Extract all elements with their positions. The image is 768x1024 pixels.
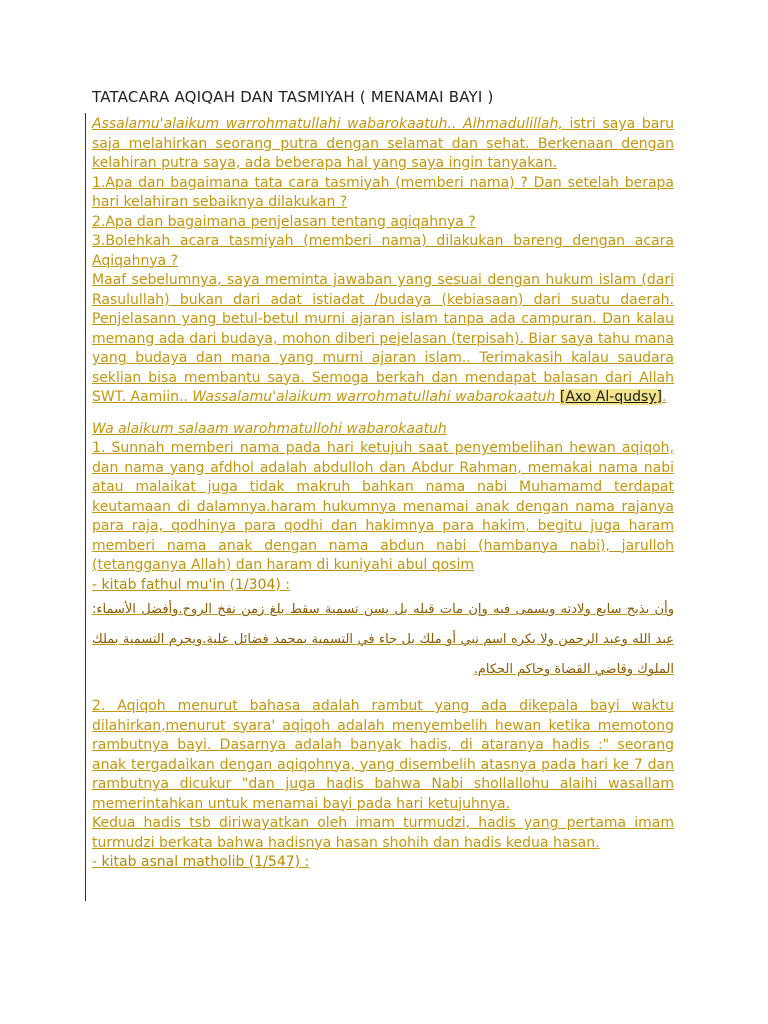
reference-fathul-muin: - kitab fathul mu'in (1/304) : (92, 576, 290, 593)
spacer (92, 685, 674, 697)
page-title: TATACARA AQIQAH DAN TASMIYAH ( MENAMAI BAYI ) (92, 88, 494, 106)
question-intro-text: istri saya baru saja melahirkan seorang putra dengan selamat dan sehat. Berkenaan dengan kelahiran putra saya, ada beberapa hal yang saya ingin tanyakan. (92, 116, 674, 171)
question-intro (92, 115, 674, 174)
question-closing: Wassalamu'alaikum warrohmatullahi wabarokaatuh (192, 389, 556, 405)
answer-greeting: Wa alaikum salaam warohmatullohi wabarokaatuh (92, 420, 447, 437)
document-body (92, 115, 674, 873)
answer-paragraph-3: Kedua hadis tsb diriwayatkan oleh imam turmudzi, hadis yang pertama imam turmudzi berkata bahwa hadisnya hasan shohih dan hadis kedua hasan. (92, 815, 674, 851)
author-suffix: . (662, 389, 667, 405)
left-margin-rule (85, 113, 86, 901)
answer-paragraph-2: 2. Aqiqoh menurut bahasa adalah rambut yang ada dikepala bayi waktu dilahirkan,menurut syara' aqiqoh adalah menyembelih hewan ketika memotong rambutnya bayi. Dasarnya adalah banyak hadis, di ataranya hadis :" seorang anak tergadaikan dengan aqiqohnya, yang disembelih atasnya pada hari ke 7 dan rambutnya dicukur "dan juga hadis bahwa Nabi shollallohu alaihi wasallam memerintahkan untuk menamai bayi pada hari ketujuhnya. (92, 698, 674, 812)
question-body (92, 271, 674, 408)
author-link[interactable]: [Axo Al-qudsy] (559, 389, 663, 405)
question-body-text: Maaf sebelumnya, saya meminta jawaban yang sesuai dengan hukum islam (dari Rasulullah) bukan dari adat istiadat /budaya (kebiasaan) dari suatu daerah. Penjelasann yang betul-betul murni ajaran islam tanpa ada campuran. Dan kalau memang ada dari budaya, mohon diberi pejelasan (terpisah). Biar saya tahu mana yang budaya dan mana yang murni ajaran islam.. Terimakasih kalau saudara seklian bisa membantu saya. Semoga berkah dan mendapat balasan dari Allah SWT. Aamiin.. (92, 272, 674, 405)
reference-asnal-matholib: - kitab asnal matholib (1/547) : (92, 854, 310, 870)
question-greeting: Assalamu'alaikum warrohmatullahi wabarokaatuh.. Alhmadulillah, (92, 116, 563, 132)
question-2: 2.Apa dan bagaimana penjelasan tentang aqiqahnya ? (92, 213, 476, 230)
question-3: 3.Bolehkah acara tasmiyah (memberi nama) dilakukan bareng dengan acara Aqiqahnya ? (92, 233, 674, 269)
arabic-quote-1: وأن يذبح سابع ولادته ويسمى فيه وإن مات قبله بل يسن تسمية سقط بلغ زمن نفخ الروح.وأفضل الأسماء: عبد الله وعبد الرحمن ولا يكره اسم نبي أو ملك بل جاء في التسمية بمحمد فضائل علية.ويحرم التسمية بملك الملوك وقاضي القضاة وحاكم الحكام. (92, 602, 674, 677)
spacer (92, 408, 674, 420)
question-1: 1.Apa dan bagaimana tata cara tasmiyah (memberi nama) ? Dan setelah berapa hari kelahiran sebaiknya dilakukan ? (92, 174, 674, 210)
answer-paragraph-1: 1. Sunnah memberi nama pada hari ketujuh saat penyembelihan hewan aqiqoh, dan nama yang afdhol adalah abdulloh dan Abdur Rahman, memakai nama nabi atau malaikat juga tidak makruh bahkan nama nabi Muhamamd terdapat keutamaan di dalamnya.haram hukumnya menamai anak dengan nama rajanya para raja, qodhinya para qodhi dan hakimnya para hakim, begitu juga haram memberi nama anak dengan nama abdun nabi (hambanya nabi), jarulloh (tetangganya Allah) dan haram di kuniyahi abul qosim (92, 440, 674, 573)
